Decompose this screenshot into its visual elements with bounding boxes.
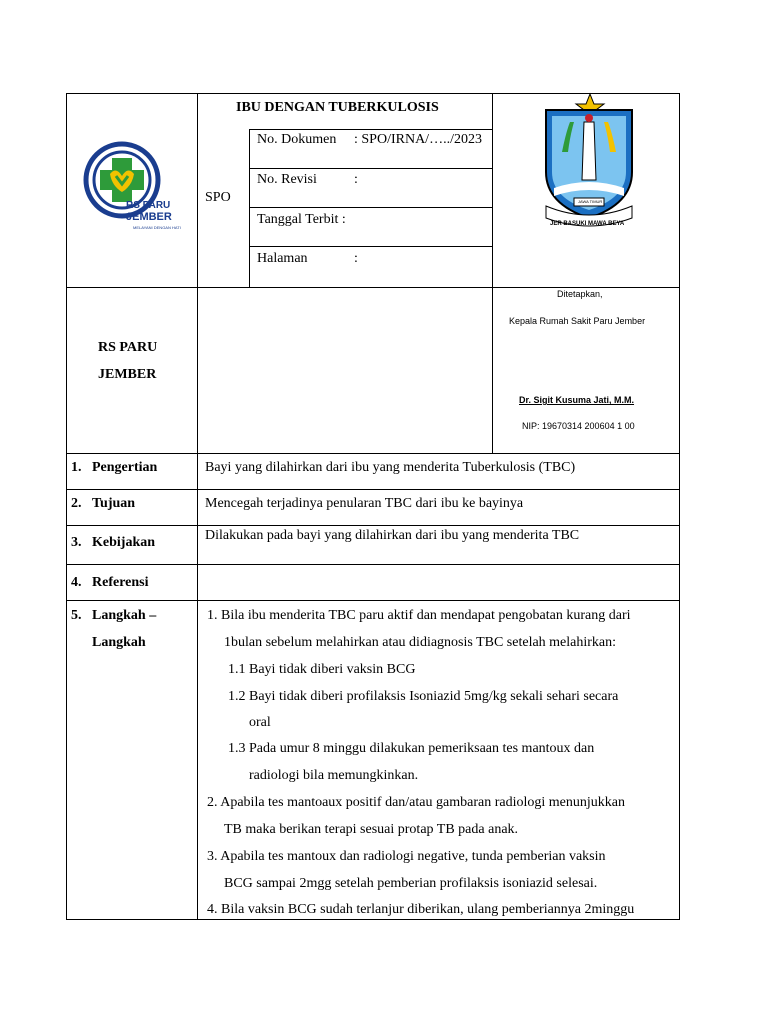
field-value-halaman: : (354, 251, 358, 266)
col-line (492, 93, 493, 454)
step-line: 1. Bila ibu menderita TBC paru aktif dan mendapat pengobatan kurang dari (207, 608, 631, 623)
approval-position: Kepala Rumah Sakit Paru Jember (509, 316, 646, 326)
row-line (249, 246, 492, 247)
hospital-name-line1: RS PARU (98, 340, 158, 355)
emblem-ribbon-top: JAWA TIMUR (578, 199, 603, 204)
section-label-langkah-2: Langkah (92, 635, 146, 650)
col-line (197, 93, 198, 920)
emblem-ribbon-motto: JER BASUKI MAWA BEYA (550, 221, 625, 227)
hospital-name-line2: JEMBER (98, 367, 157, 382)
field-label-no-revisi: No. Revisi (257, 172, 317, 187)
section-text-pengertian: Bayi yang dilahirkan dari ibu yang menderita Tuberkulosis (TBC) (205, 460, 576, 475)
row-line (66, 453, 679, 454)
step-line: 1.3 Pada umur 8 minggu dilakukan pemeriksaan tes mantoux dan (228, 741, 595, 756)
row-line (66, 525, 679, 526)
row-line (66, 287, 679, 288)
row-line (66, 489, 679, 490)
document-title: IBU DENGAN TUBERKULOSIS (236, 100, 439, 115)
logo-text-line2: JEMBER (126, 211, 172, 223)
step-line: 1.1 Bayi tidak diberi vaksin BCG (228, 662, 416, 677)
field-value-no-dokumen: : SPO/IRNA/…../2023 (354, 132, 482, 147)
step-line: 2. Apabila tes mantoaux positif dan/atau gambaran radiologi menunjukkan (207, 795, 625, 810)
section-number: 4. (71, 575, 82, 590)
row-line (66, 600, 679, 601)
step-line: radiologi bila memungkinkan. (249, 768, 419, 783)
step-line: oral (249, 715, 271, 730)
section-label-referensi: Referensi (92, 575, 149, 590)
field-label-halaman: Halaman (257, 251, 308, 266)
spo-label: SPO (205, 190, 231, 205)
field-value-no-revisi: : (354, 172, 358, 187)
row-line (249, 129, 492, 130)
section-label-pengertian: Pengertian (92, 460, 158, 475)
section-number: 2. (71, 496, 82, 511)
step-line: BCG sampai 2mgg setelah pemberian profilaksis isoniazid selesai. (224, 876, 598, 891)
col-line (249, 129, 250, 287)
row-line (249, 168, 492, 169)
row-line (66, 564, 679, 565)
section-number: 3. (71, 535, 82, 550)
table-border-bottom (66, 919, 679, 920)
table-border-right (679, 93, 680, 920)
approver-nip: NIP: 19670314 200604 1 00 (522, 421, 635, 431)
section-text-kebijakan: Dilakukan pada bayi yang dilahirkan dari ibu yang menderita TBC (205, 528, 580, 543)
section-label-kebijakan: Kebijakan (92, 535, 156, 550)
step-line: 1bulan sebelum melahirkan atau didiagnosis TBC setelah melahirkan: (224, 635, 617, 650)
step-line: 3. Apabila tes mantoux dan radiologi negative, tunda pemberian vaksin (207, 849, 606, 864)
section-number: 5. (71, 608, 82, 623)
section-label-langkah-1: Langkah – (92, 608, 157, 623)
step-line: 4. Bila vaksin BCG sudah terlanjur diberikan, ulang pemberiannya 2minggu (207, 902, 635, 917)
row-line (249, 207, 492, 208)
logo-text-line1: RS PARU (126, 200, 171, 211)
step-line: TB maka berikan terapi sesuai protap TB pada anak. (224, 822, 519, 837)
section-number: 1. (71, 460, 82, 475)
section-label-tujuan: Tujuan (92, 496, 136, 511)
logo-tagline: MELAYANI DENGAN HATI (133, 225, 181, 230)
step-line: 1.2 Bayi tidak diberi profilaksis Isoniazid 5mg/kg sekali sehari secara (228, 689, 619, 704)
hospital-logo (82, 130, 192, 240)
section-text-tujuan: Mencegah terjadinya penularan TBC dari ibu ke bayinya (205, 496, 524, 511)
provincial-emblem (540, 92, 638, 234)
field-label-tanggal-terbit: Tanggal Terbit : (257, 212, 346, 227)
approver-name: Dr. Sigit Kusuma Jati, M.M. (519, 395, 635, 405)
field-label-no-dokumen: No. Dokumen (257, 132, 337, 147)
approval-label: Ditetapkan, (557, 289, 603, 299)
table-border-left (66, 93, 67, 920)
